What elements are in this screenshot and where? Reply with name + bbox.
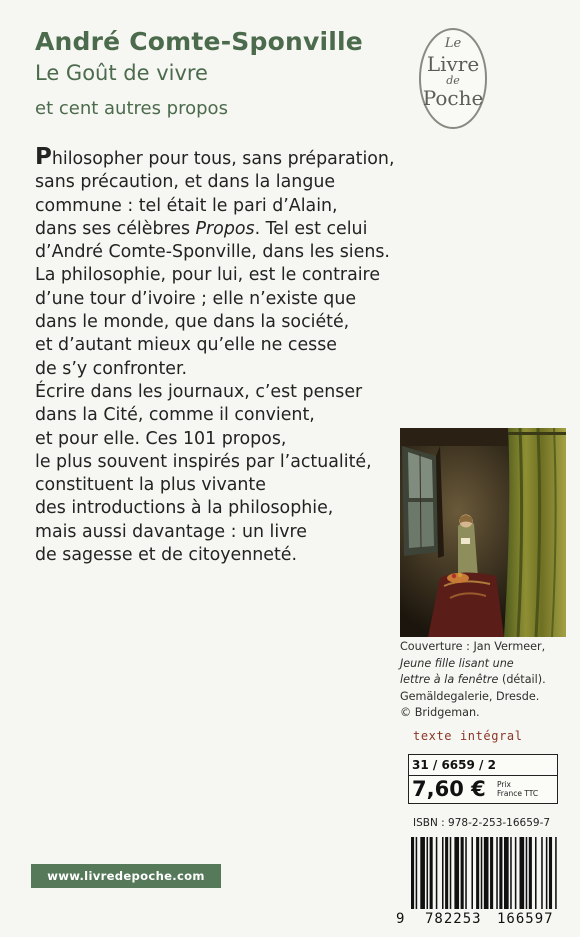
barcode: [395, 835, 575, 925]
blurb-line: La philosophie, pour lui, est le contraire: [35, 265, 381, 286]
barcode-bar: [450, 837, 452, 909]
barcode-bar: [442, 837, 444, 909]
barcode-bar: [430, 837, 433, 909]
caption-line: Gemäldegalerie, Dresde.: [400, 689, 540, 703]
barcode-bar: [510, 837, 512, 909]
barcode-bars: [411, 837, 557, 909]
blurb-line: et d’autant mieux qu’elle ne cesse: [35, 335, 337, 356]
catalog-code: 31 / 6659 / 2: [412, 758, 496, 772]
barcode-bar: [427, 837, 429, 909]
barcode-bar: [454, 837, 459, 909]
drop-cap: P: [35, 144, 52, 170]
barcode-bar: [496, 837, 498, 909]
barcode-bar: [476, 837, 479, 909]
caption-line-italic: Jeune fille lisant une: [400, 656, 514, 670]
blurb-line: le plus souvent inspirés par l’actualité,: [35, 451, 372, 472]
barcode-left-digits: 782253: [425, 911, 482, 925]
barcode-bar: [461, 837, 464, 909]
barcode-bar: [515, 837, 517, 909]
barcode-right-digits: 166597: [497, 911, 554, 925]
book-subtitle: et cent autres propos: [35, 98, 228, 119]
barcode-bar: [484, 837, 489, 909]
blurb-line: sans précaution, et dans la langue: [35, 172, 336, 193]
barcode-bar: [465, 837, 467, 909]
blurb-text: . Tel est celui: [254, 218, 368, 239]
blurb-text: dans ses célèbres: [35, 218, 196, 239]
cover-caption: [400, 639, 572, 722]
back-cover-blurb: [35, 146, 405, 567]
barcode-bar: [541, 837, 543, 909]
logo-line-le: Le: [444, 36, 462, 51]
price-label-line: France TTC: [497, 789, 539, 798]
blurb-line: et pour elle. Ces 101 propos,: [35, 428, 287, 449]
blurb-line: dans la Cité, comme il convient,: [35, 405, 315, 426]
cover-painting-thumbnail: [400, 428, 566, 637]
barcode-bar: [420, 837, 425, 909]
isbn: ISBN : 978-2-253-16659-7: [413, 817, 551, 829]
author-name: André Comte-Sponville: [35, 27, 363, 56]
blurb-line: d’une tour d’ivoire ; elle n’existe que: [35, 288, 357, 309]
blurb-line: d’André Comte-Sponville, dans les siens.: [35, 242, 390, 263]
blurb-line: mais aussi davantage : un livre: [35, 521, 307, 542]
barcode-bar: [436, 837, 438, 909]
barcode-bar: [490, 837, 493, 909]
price: 7,60 €: [412, 777, 486, 801]
barcode-bar: [549, 837, 552, 909]
price-label: [497, 780, 538, 798]
blurb-line: commune : tel était le pari d’Alain,: [35, 195, 338, 216]
blurb-line: [35, 146, 405, 171]
blurb-line: de s’y confronter.: [35, 358, 188, 379]
barcode-bar: [504, 837, 509, 909]
barcode-bar: [520, 837, 525, 909]
blurb-line: [35, 218, 405, 241]
barcode-bar: [471, 837, 473, 909]
barcode-bar: [445, 837, 448, 909]
barcode-bar: [416, 837, 418, 909]
caption-line: © Bridgeman.: [400, 706, 480, 720]
logo-line-de: de: [446, 74, 460, 87]
publisher-logo: [419, 28, 487, 129]
blurb-line: dans le monde, que dans la société,: [35, 312, 350, 333]
blurb-line: Écrire dans les journaux, c’est penser: [35, 381, 363, 402]
barcode-bar: [526, 837, 528, 909]
barcode-first-digit: 9: [396, 911, 405, 925]
barcode-bar: [481, 837, 483, 909]
logo-line-livre: Livre: [426, 52, 480, 76]
barcode-bar: [411, 837, 414, 909]
caption-line: [400, 672, 572, 689]
blurb-text: hilosopher pour tous, sans préparation,: [51, 149, 395, 169]
blurb-line: des introductions à la philosophie,: [35, 498, 334, 519]
book-title: Le Goût de vivre: [35, 61, 208, 85]
edition-note: texte intégral: [413, 729, 523, 743]
logo-line-poche: Poche: [422, 86, 484, 110]
barcode-bar: [535, 837, 537, 909]
website-banner: www.livredepoche.com: [31, 864, 221, 888]
caption-italic: lettre à la fenêtre: [400, 673, 499, 687]
blurb-line: constituent la plus vivante: [35, 475, 266, 496]
barcode-bar: [499, 837, 502, 909]
price-box-divider: [409, 775, 557, 776]
caption-text: (détail).: [498, 673, 546, 687]
price-label-line: Prix: [497, 780, 511, 789]
blurb-line: de sagesse et de citoyenneté.: [35, 545, 298, 566]
barcode-bar: [529, 837, 532, 909]
price-box: [408, 754, 558, 804]
caption-line: Couverture : Jan Vermeer,: [400, 640, 546, 653]
barcode-bar: [555, 837, 557, 909]
propos-italic: Propos: [195, 218, 255, 239]
barcode-bar: [546, 837, 548, 909]
